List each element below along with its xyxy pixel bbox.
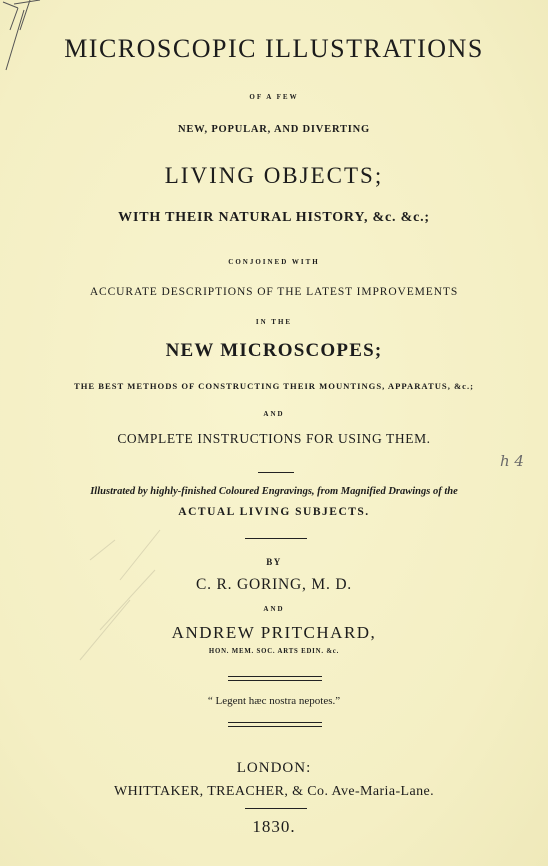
double-rule-1 [228, 676, 322, 681]
publication-city: LONDON: [236, 760, 312, 776]
living-objects-heading: LIVING OBJECTS; [164, 163, 384, 188]
new-microscopes-heading: NEW MICROSCOPES; [165, 340, 383, 361]
divider-rule-3 [245, 808, 307, 809]
actual-subjects-line: ACTUAL LIVING SUBJECTS. [178, 506, 370, 518]
divider-rule-1 [258, 472, 294, 473]
double-rule-2 [228, 722, 322, 727]
publisher-line: WHITTAKER, TREACHER, & Co. Ave-Maria-Lane. [114, 784, 434, 799]
author-credentials: HON. MEM. SOC. ARTS EDIN. &c. [208, 648, 340, 655]
complete-instructions-line: COMPLETE INSTRUCTIONS FOR USING THEM. [117, 431, 431, 446]
accurate-descriptions-line: ACCURATE DESCRIPTIONS OF THE LATEST IMPROVEMENTS [89, 286, 459, 298]
conjoined-with-text: CONJOINED WITH [228, 258, 320, 266]
author-pritchard: ANDREW PRITCHARD, [171, 623, 377, 642]
pencil-marginal-note: h 4 [500, 452, 524, 470]
and-text-1: AND [263, 410, 285, 418]
author-goring: C. R. GORING, M. D. [195, 576, 352, 593]
by-text: BY [266, 557, 282, 567]
in-the-text: IN THE [255, 318, 293, 326]
methods-line: THE BEST METHODS OF CONSTRUCTING THEIR MOUNTINGS, APPARATUS, &c.; [74, 381, 474, 391]
illustrated-line: Illustrated by highly-finished Coloured Engravings, from Magnified Drawings of the [90, 486, 458, 497]
and-text-2: AND [263, 605, 285, 613]
book-title: MICROSCOPIC ILLUSTRATIONS [64, 34, 484, 63]
divider-rule-2 [245, 538, 307, 539]
subtitle-popular: NEW, POPULAR, AND DIVERTING [177, 124, 371, 135]
publication-year: 1830. [252, 817, 296, 836]
natural-history-line: WITH THEIR NATURAL HISTORY, &c. &c.; [118, 210, 430, 225]
of-a-few-text: OF A FEW [249, 93, 299, 101]
latin-motto: “ Legent hæc nostra nepotes.” [207, 695, 341, 707]
